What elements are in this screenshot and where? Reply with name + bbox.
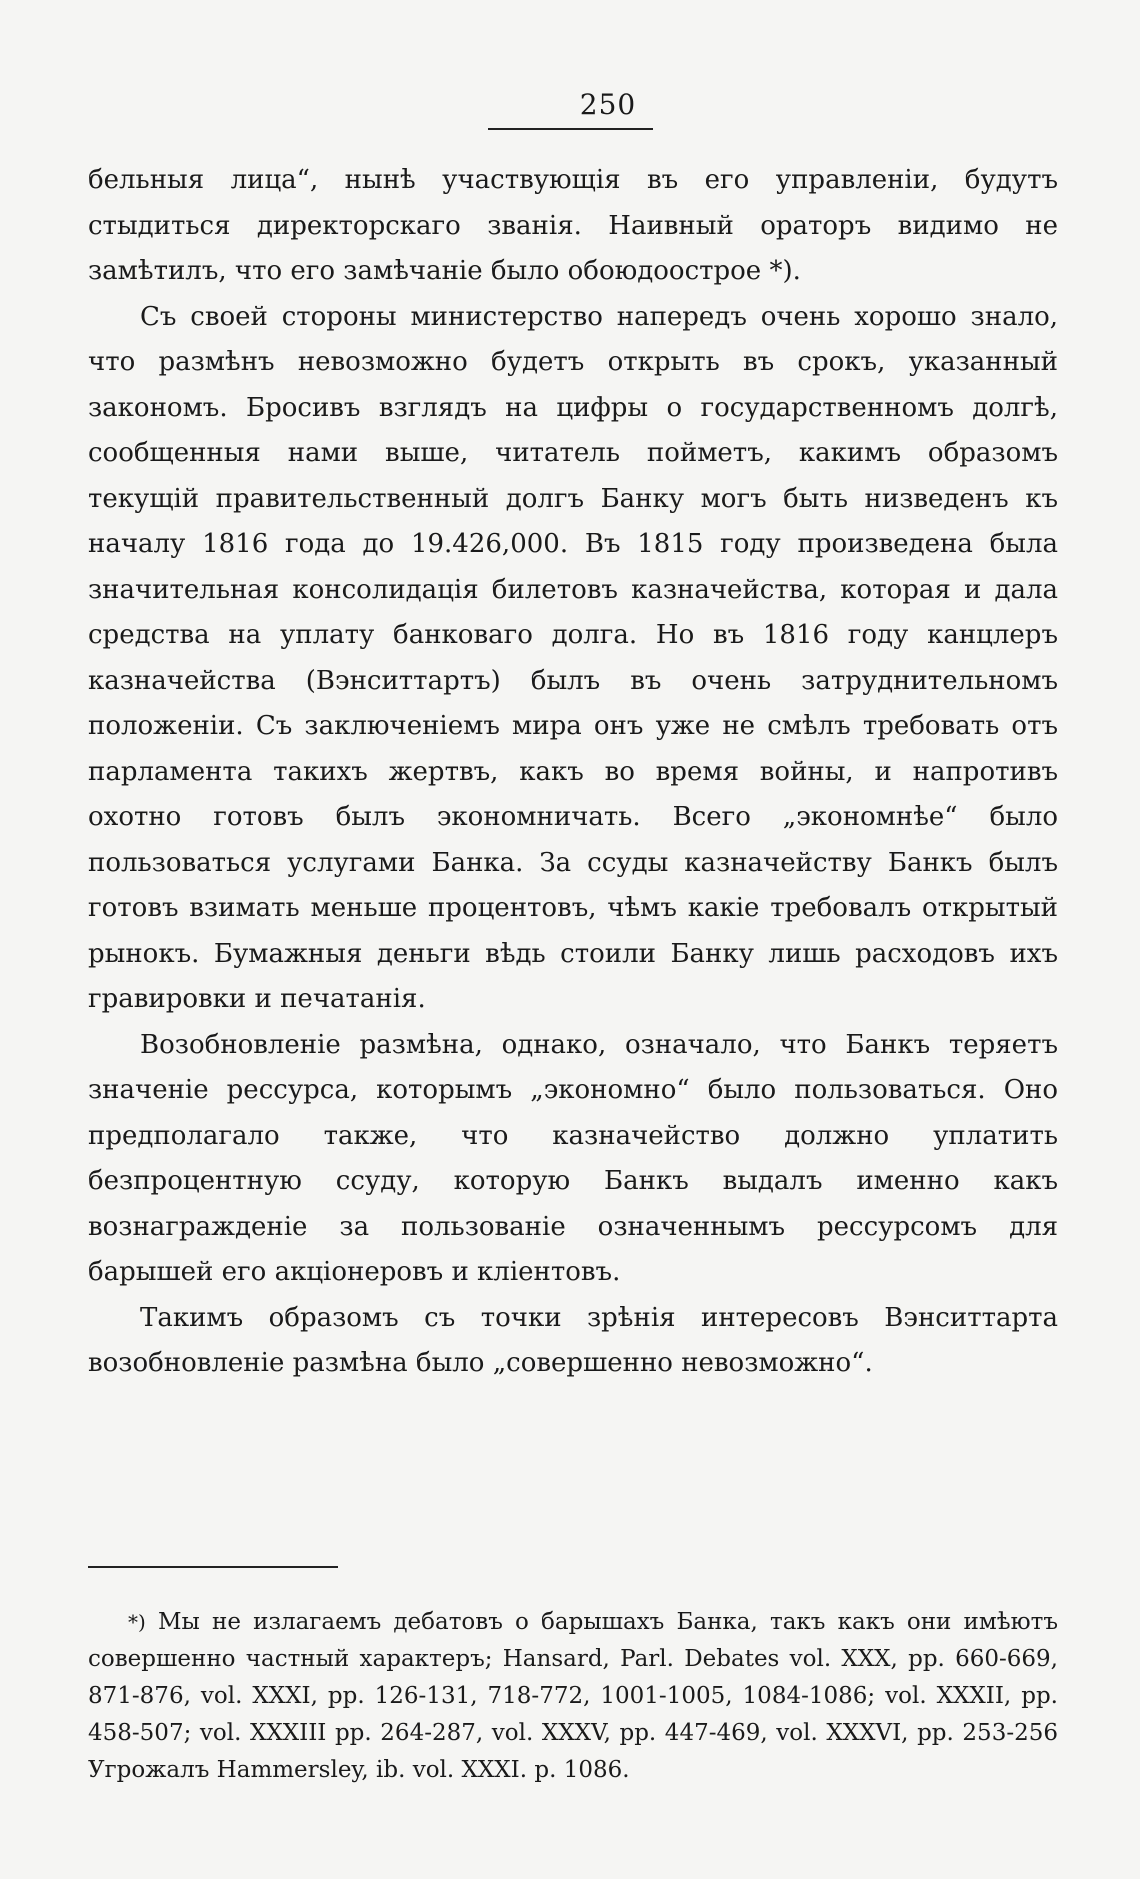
footnote-marker: *)	[128, 1610, 146, 1634]
paragraph-continuation: бельныя лица“, нынѣ участвующія въ его управленіи, будутъ стыдиться директорскаго званія. Наивный ораторъ видимо не замѣтилъ, что его замѣчаніе было обоюдоострое *).	[88, 165, 1058, 286]
paragraph-resumption: Возобновленіе размѣна, однако, означало, что Банкъ теряетъ значеніе рессурса, которымъ „экономно“ было пользоваться. Оно предполагало также, что казначейство должно уплатить безпроцентную ссуду, которую Банкъ выдалъ именно какъ вознагражденіе за пользованіе означеннымъ рессурсомъ для барышей его акціонеровъ и кліентовъ.	[88, 1029, 1058, 1287]
footnote	[88, 1604, 1058, 1789]
paragraph-conclusion: Такимъ образомъ съ точки зрѣнія интересовъ Вэнситтарта возобновленіе размѣна было „совершенно невозможно“.	[88, 1302, 1058, 1378]
footnote-rule	[88, 1566, 338, 1568]
page-number-rule	[488, 128, 653, 130]
page-number: 250	[579, 88, 637, 121]
book-page	[88, 0, 1058, 1879]
main-text	[88, 158, 1058, 1387]
paragraph-ministry: Съ своей стороны министерство напередъ очень хорошо знало, что размѣнъ невозможно будетъ открыть въ срокъ, указанный закономъ. Бросивъ взглядъ на цифры о государственномъ долгѣ, сообщенныя нами выше, читатель пойметъ, какимъ образомъ текущій правительственный долгъ Банку могъ быть низведенъ къ началу 1816 года до 19.426,000. Въ 1815 году произведена была значительная консолидація билетовъ казначейства, которая и дала средства на уплату банковаго долга. Но въ 1816 году канцлеръ казначейства (Вэнситтартъ) былъ въ очень затруднительномъ положеніи. Съ заключеніемъ мира онъ уже не смѣлъ требовать отъ парламента такихъ жертвъ, какъ во время войны, и напротивъ охотно готовъ былъ экономничать. Всего „экономнѣе“ было пользоваться услугами Банка. За ссуды казначейству Банкъ былъ готовъ взимать меньше процентовъ, чѣмъ какіе требовалъ открытый рынокъ. Бумажныя деньги вѣдь стоили Банку лишь расходовъ ихъ гравировки и печатанія.	[88, 301, 1058, 1014]
footnote-text: Мы не излагаемъ дебатовъ о барышахъ Банка, такъ какъ они имѣютъ совершенно частный характеръ; Hansard, Parl. Debates vol. XXX, pp. 660-669, 871-876, vol. XXXI, pp. 126-131, 718-772, 1001-1005, 1084-1086; vol. XXXII, pp. 458-507; vol. XXXIII pp. 264-287, vol. XXXV, pp. 447-469, vol. XXXVI, pp. 253-256 Угрожалъ Hammersley, ib. vol. XXXI. p. 1086.	[88, 1609, 1059, 1783]
